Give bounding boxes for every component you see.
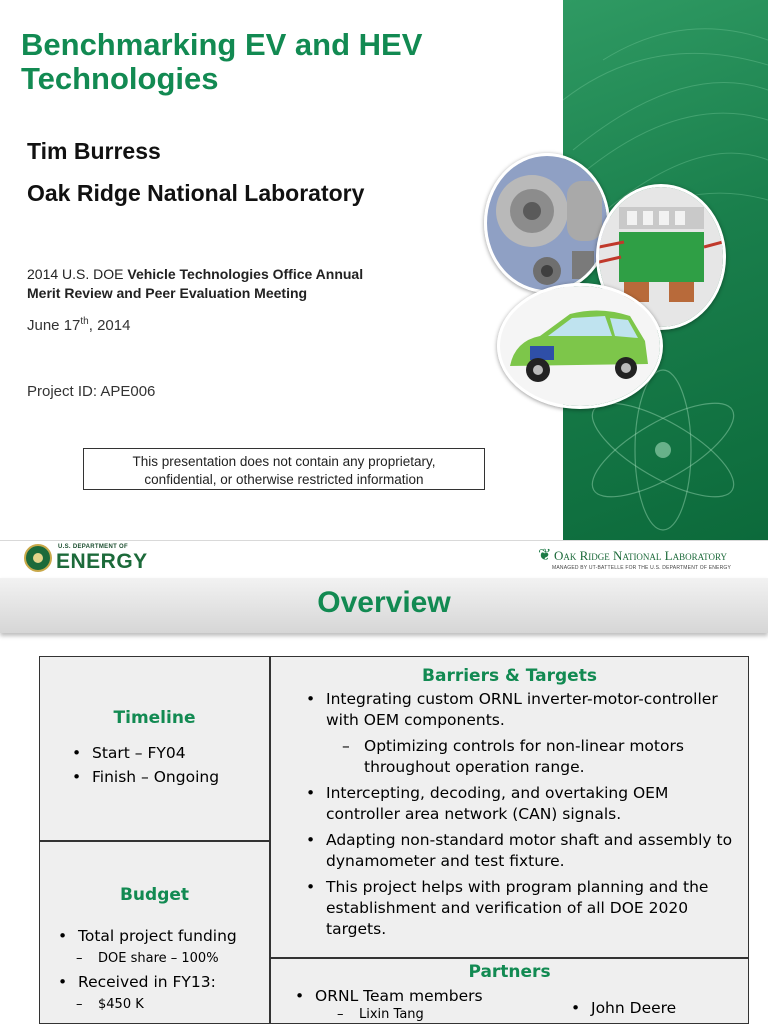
budget-item: • Total project funding — [78, 925, 237, 947]
presentation-title: Benchmarking EV and HEV Technologies — [21, 27, 423, 96]
doe-logo-big-text: ENERGY — [56, 550, 148, 573]
meeting-prefix: 2014 U.S. DOE — [27, 266, 128, 282]
author-name: Tim Burress — [27, 138, 161, 164]
date-month-day: June 17 — [27, 317, 81, 334]
ornl-leaf-icon: ❦ — [538, 547, 552, 564]
doe-logo — [24, 544, 148, 576]
timeline-list — [92, 744, 219, 792]
hybrid-car-photo — [497, 283, 663, 409]
motor-parts-photo — [484, 153, 610, 293]
date-year: , 2014 — [88, 317, 131, 334]
barriers-list — [326, 689, 736, 945]
ornl-logo-name: Oak Ridge National Laboratory — [554, 548, 727, 563]
disclaimer-line-2: confidential, or otherwise restricted information — [144, 472, 424, 487]
barriers-heading: Barriers & Targets — [422, 666, 597, 686]
budget-subitem: – $450 K — [98, 993, 237, 1017]
project-id: Project ID: APE006 — [27, 383, 156, 400]
barrier-item: • Intercepting, decoding, and overtaking OEM controller area network (CAN) signals. — [326, 783, 736, 825]
barrier-item: • This project helps with program planning and the establishment and verification of all DOE 2020 targets. — [326, 877, 736, 940]
ornl-logo — [538, 545, 743, 575]
disclaimer-box — [83, 448, 485, 490]
disclaimer-line-1: This presentation does not contain any proprietary, — [132, 454, 436, 469]
partners-heading: Partners — [468, 962, 551, 982]
partners-list-column-2 — [591, 999, 676, 1017]
budget-list — [78, 925, 237, 1017]
partner-item: • ORNL Team members — [315, 987, 483, 1005]
budget-panel — [39, 841, 270, 1024]
barrier-item: • Integrating custom ORNL inverter-motor-controller with OEM components. — [326, 689, 736, 731]
organization-name: Oak Ridge National Laboratory — [27, 180, 365, 206]
overview-slide — [0, 578, 768, 1024]
doe-logo-small-text: U.S. DEPARTMENT OF — [58, 544, 128, 550]
barrier-subitem: – Optimizing controls for non-linear motors throughout operation range. — [364, 736, 736, 778]
doe-seal-icon — [24, 544, 52, 572]
partner-item: • John Deere — [591, 999, 676, 1017]
timeline-panel — [39, 656, 270, 841]
presentation-date — [27, 316, 130, 334]
partners-list — [315, 987, 483, 1022]
budget-item: • Received in FY13: — [78, 971, 237, 993]
meeting-info — [27, 265, 427, 303]
overview-title-bar — [0, 578, 768, 633]
barrier-item: • Adapting non-standard motor shaft and assembly to dynamometer and test fixture. — [326, 830, 736, 872]
meeting-name-line1: Vehicle Technologies Office Annual — [127, 266, 364, 282]
partners-panel — [270, 958, 749, 1024]
timeline-item: • Start – FY04 — [92, 744, 219, 768]
meeting-name-line2: Merit Review and Peer Evaluation Meeting — [27, 285, 308, 301]
budget-subitem: – DOE share – 100% — [98, 947, 237, 971]
budget-heading: Budget — [119, 885, 190, 905]
date-ordinal: th — [80, 316, 89, 327]
partner-subitem: – Lixin Tang — [359, 1007, 483, 1022]
overview-title: Overview — [317, 586, 451, 619]
barriers-targets-panel — [270, 656, 749, 958]
timeline-heading: Timeline — [113, 708, 196, 728]
ornl-logo-subtext: MANAGED BY UT-BATTELLE FOR THE U.S. DEPARTMENT OF ENERGY — [552, 565, 732, 571]
timeline-item: • Finish – Ongoing — [92, 768, 219, 792]
